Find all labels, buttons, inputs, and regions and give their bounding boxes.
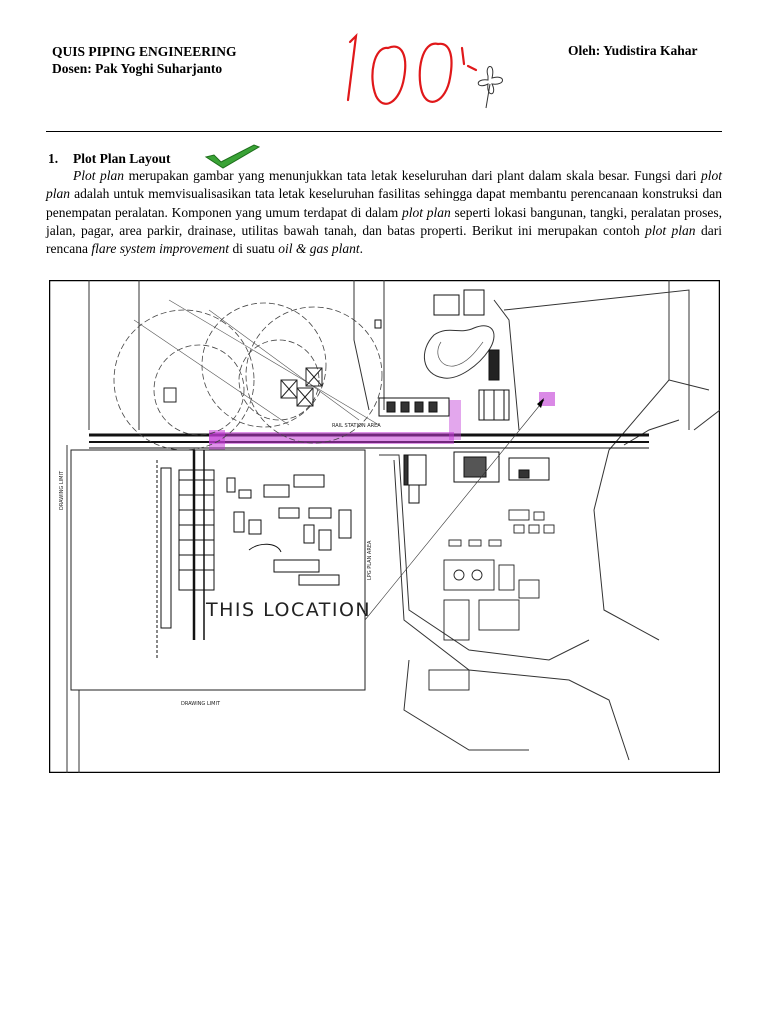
handwritten-score bbox=[336, 18, 506, 118]
this-location-label: THIS LOCATION bbox=[206, 599, 372, 621]
header-divider bbox=[46, 131, 722, 132]
author-name: Oleh: Yudistira Kahar bbox=[568, 43, 698, 58]
rail-station-label: RAIL STATION AREA bbox=[332, 423, 381, 429]
drawing-limit-label: DRAWING LIMIT bbox=[181, 701, 220, 707]
checkmark-icon bbox=[204, 143, 262, 169]
drawing-limit-vertical-label: DRAWING LIMIT bbox=[59, 471, 65, 510]
section-number: 1. bbox=[48, 151, 59, 166]
plot-plan-drawing bbox=[49, 280, 720, 773]
document-title: QUIS PIPING ENGINEERING bbox=[52, 44, 237, 59]
section-title-text: Plot Plan Layout bbox=[73, 151, 171, 166]
location-inset bbox=[71, 450, 371, 690]
lecturer-name: Dosen: Pak Yoghi Suharjanto bbox=[52, 61, 223, 76]
header-left bbox=[52, 43, 237, 77]
lpg-plan-area-label: LPG PLAN AREA bbox=[367, 540, 373, 580]
section-paragraph: Plot plan merupakan gambar yang menunjukkan tata letak keseluruhan dari plant dalam skala besar. Fungsi dari plot plan adalah untuk memvisualisasikan tata letak keseluruhan fasilitas sehingga dapat membantu perencanaan konstruksi dan penempatan peralatan. Komponen yang umum terdapat di dalam plot plan seperti lokasi bangunan, tangki, peralatan proses, jalan, pagar, area parkir, drainase, utilitas bawah tanah, dan batas properti. Berikut ini merupakan contoh plot plan dari rencana flare system improvement di suatu oil & gas plant. bbox=[46, 168, 723, 257]
section-title bbox=[48, 151, 171, 167]
